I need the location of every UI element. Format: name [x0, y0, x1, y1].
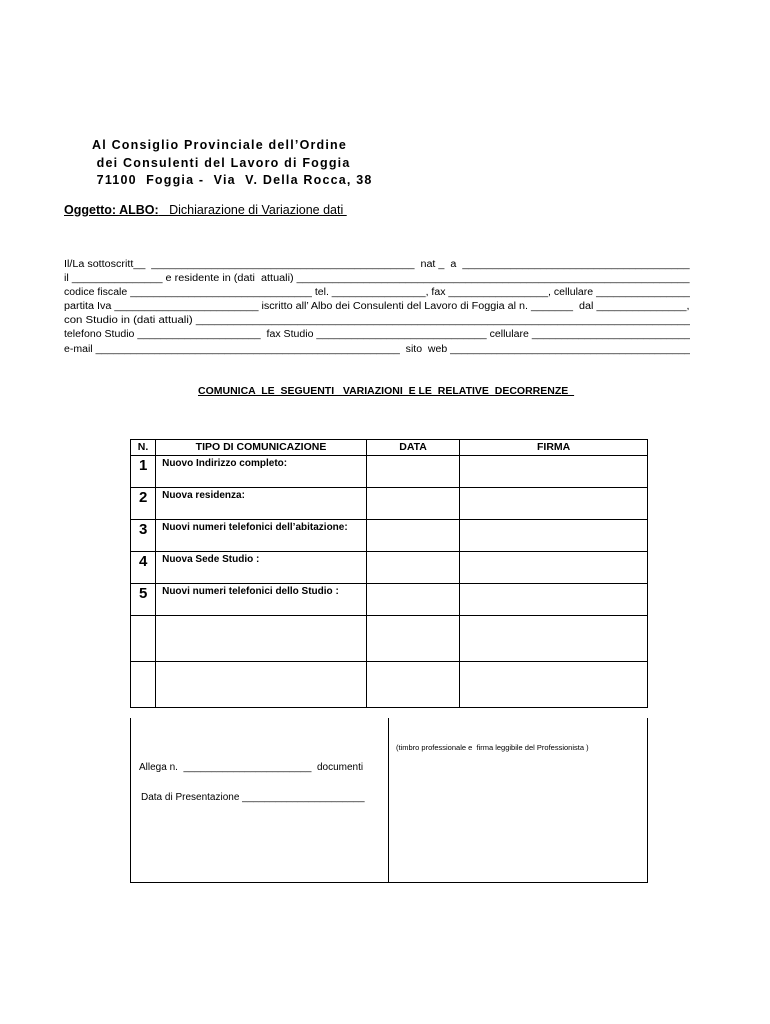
subject-text: Dichiarazione di Variazione dati: [158, 203, 347, 217]
subject-line: [64, 203, 347, 217]
field-line-studio-address[interactable]: con Studio in (dati attuali) ______________________________________________________________________________: [64, 315, 690, 327]
section-heading: COMUNICA LE SEGUENTI VARIAZIONI E LE RELATIVE DECORRENZE: [198, 385, 575, 397]
row-date-cell[interactable]: [366, 662, 459, 708]
row-type[interactable]: [156, 616, 367, 662]
row-signature-cell[interactable]: [460, 616, 648, 662]
table-row-empty: [131, 616, 648, 662]
field-line-vat-register[interactable]: partita Iva ________________________ iscritto all’ Albo dei Consulenti del Lavoro di Foggia al n. _______ dal _______________,: [64, 301, 690, 313]
attachments-field[interactable]: Allega n. _______________________ documenti: [139, 762, 364, 773]
row-number: 1: [131, 456, 156, 488]
addressee-line-1: Al Consiglio Provinciale dell’Ordine: [92, 138, 348, 152]
row-number: 4: [131, 552, 156, 584]
row-type: Nuova Sede Studio :: [156, 552, 367, 584]
table-row: [131, 456, 648, 488]
row-signature-cell[interactable]: [460, 662, 648, 708]
row-date-cell[interactable]: [366, 584, 459, 616]
row-date-cell[interactable]: [366, 616, 459, 662]
box-divider: [388, 718, 389, 883]
submission-date-field[interactable]: Data di Presentazione ______________________: [141, 792, 365, 803]
row-date-cell[interactable]: [366, 488, 459, 520]
field-line-email-web[interactable]: e-mail ____________________________________________________ sito web _________________________________________: [64, 343, 691, 355]
submission-box: [130, 718, 648, 883]
table-row: [131, 552, 648, 584]
field-line-studio-phone[interactable]: telefono Studio _____________________ fax Studio _____________________________ cellulare ___________________________: [64, 329, 690, 341]
table-row-empty: [131, 662, 648, 708]
field-line-birth-residence[interactable]: il _______________ e residente in (dati attuali) _________________________________________________________________: [64, 273, 690, 285]
row-signature-cell[interactable]: [460, 520, 648, 552]
addressee-line-3: 71100 Foggia - Via V. Della Rocca, 38: [92, 173, 373, 187]
row-signature-cell[interactable]: [460, 552, 648, 584]
table-header-row: [131, 440, 648, 456]
field-line-fiscal-code[interactable]: codice fiscale _______________________________ tel. ________________, fax _________________, cellulare ________________: [64, 287, 690, 299]
variations-table: [130, 439, 648, 708]
addressee-line-2: dei Consulenti del Lavoro di Foggia: [92, 155, 351, 170]
row-number: 5: [131, 584, 156, 616]
field-line-name[interactable]: Il/La sottoscritt__ ____________________________________________ nat _ a ______________________________________: [64, 259, 690, 270]
row-date-cell[interactable]: [366, 456, 459, 488]
row-number: [131, 662, 156, 708]
row-type[interactable]: [156, 662, 367, 708]
row-type: Nuovi numeri telefonici dello Studio :: [156, 584, 367, 616]
declarant-fields: [64, 258, 690, 357]
header-date: DATA: [366, 440, 459, 456]
table-row: [131, 488, 648, 520]
row-signature-cell[interactable]: [460, 488, 648, 520]
header-number: N.: [131, 440, 156, 456]
row-date-cell[interactable]: [366, 552, 459, 584]
row-number: 3: [131, 520, 156, 552]
header-type: TIPO DI COMUNICAZIONE: [156, 440, 367, 456]
row-type: Nuovo Indirizzo completo:: [156, 456, 367, 488]
row-number: 2: [131, 488, 156, 520]
row-type: Nuova residenza:: [156, 488, 367, 520]
stamp-signature-note: (timbro professionale e firma leggibile del Professionista ): [396, 743, 589, 752]
row-type: Nuovi numeri telefonici dell’abitazione:: [156, 520, 367, 552]
row-number: [131, 616, 156, 662]
table-row: [131, 584, 648, 616]
table-row: [131, 520, 648, 552]
row-date-cell[interactable]: [366, 520, 459, 552]
header-signature: FIRMA: [460, 440, 648, 456]
row-signature-cell[interactable]: [460, 456, 648, 488]
subject-label: Oggetto: ALBO:: [64, 203, 159, 217]
addressee-block: [92, 137, 373, 190]
row-signature-cell[interactable]: [460, 584, 648, 616]
